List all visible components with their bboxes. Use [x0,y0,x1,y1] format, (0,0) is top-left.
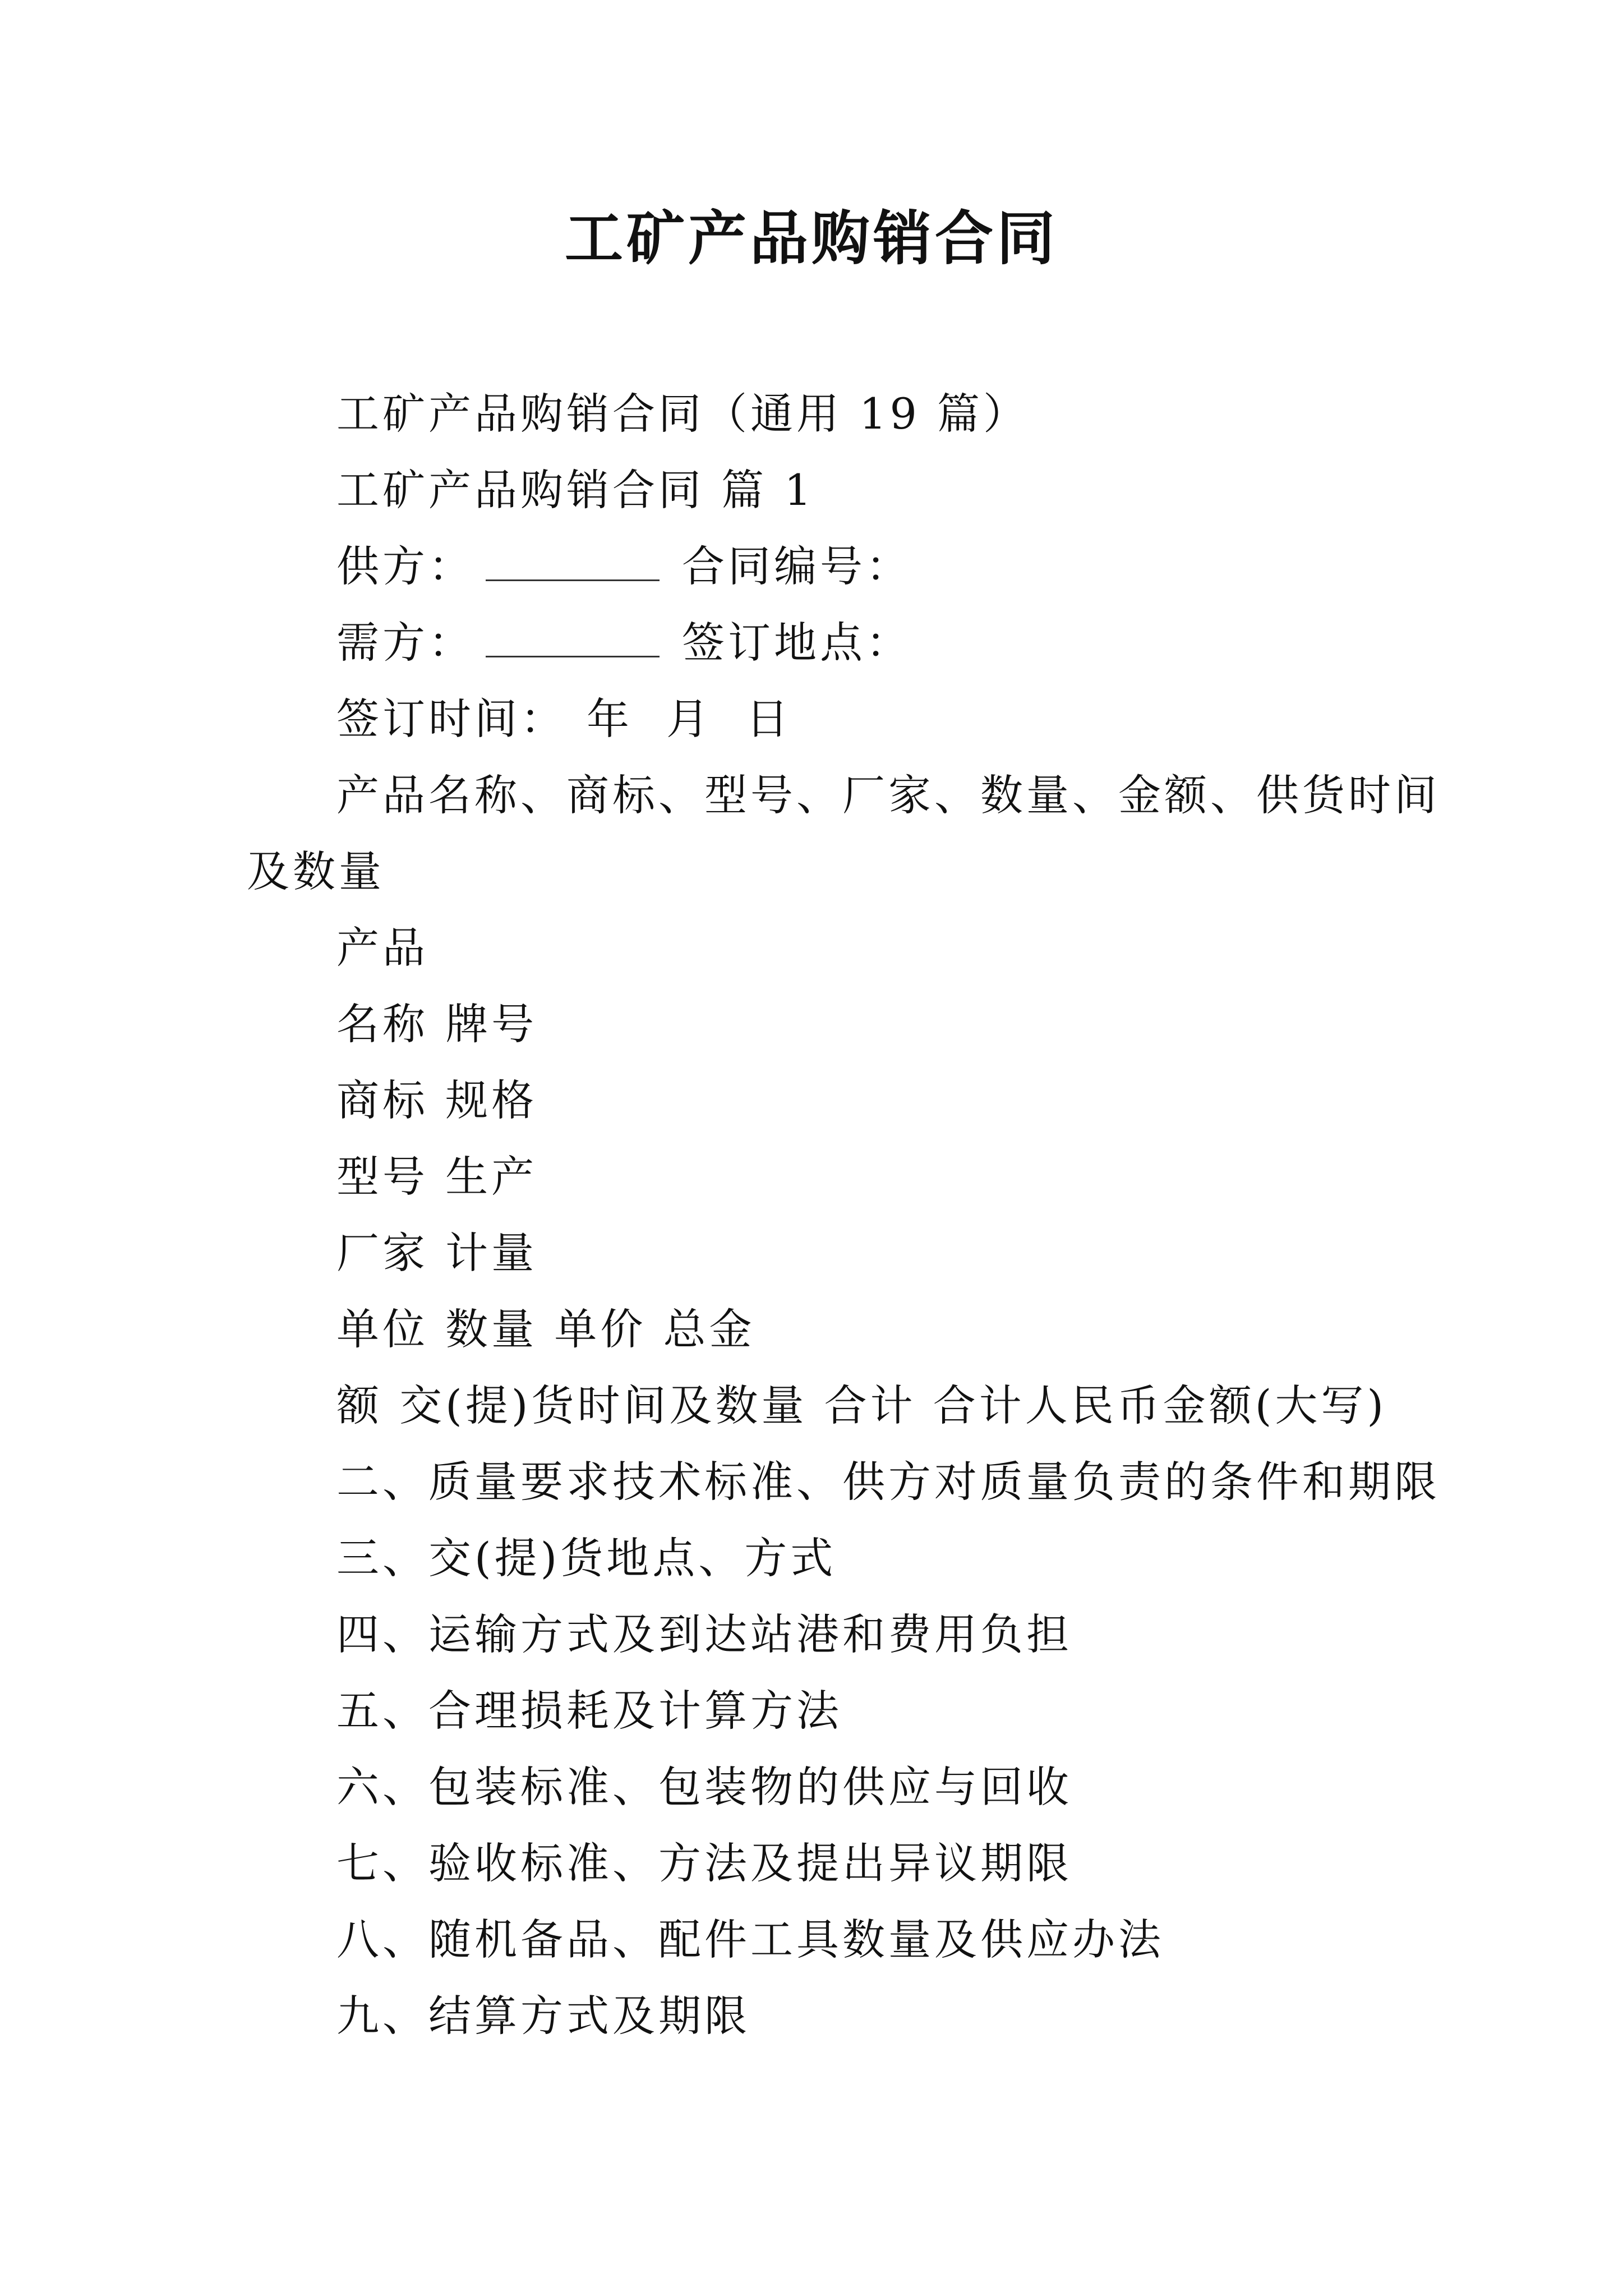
supplier-row [336,540,912,593]
year-label: 年 [587,694,633,744]
contract-no-label: 合同编号： [682,541,912,591]
clause-item: 五、合理损耗及计算方法 [336,1686,842,1736]
month-label: 月 [666,694,712,744]
table-line: 名称 牌号 [336,999,538,1049]
table-line: 厂家 计量 [336,1228,538,1278]
table-line: 额 交(提)货时间及数量 合计 合计人民币金额(大写) [336,1381,1387,1430]
sign-time-row [336,692,792,746]
clause-item: 七、验收标准、方法及提出异议期限 [336,1838,1072,1888]
day-label: 日 [746,694,792,744]
clause-item: 九、结算方式及期限 [336,1991,750,2041]
buyer-label: 需方： [336,618,474,668]
table-line: 商标 规格 [336,1075,538,1125]
buyer-row [336,616,912,670]
sign-time-label: 签订时间： [336,694,566,744]
table-line: 产品 [336,923,428,973]
document-title: 工矿产品购销合同 [564,204,1058,273]
supplier-blank [486,540,660,581]
clause-item: 三、交(提)货地点、方式 [336,1533,837,1583]
buyer-blank [486,616,660,657]
clause-item: 八、随机备品、配件工具数量及供应办法 [336,1915,1164,1964]
clause-item: 二、质量要求技术标准、供方对质量负责的条件和期限 [336,1457,1440,1507]
table-line: 型号 生产 [336,1152,538,1202]
sign-place-label: 签订地点： [682,618,912,668]
table-line: 单位 数量 单价 总金 [336,1304,755,1354]
item-one-line1: 产品名称、商标、型号、厂家、数量、金额、供货时间 [336,770,1440,820]
clause-item: 四、运输方式及到达站港和费用负担 [336,1609,1072,1659]
clause-item: 六、包装标准、包装物的供应与回收 [336,1762,1072,1812]
section-heading: 工矿产品购销合同 篇 1 [336,465,815,515]
document-subtitle: 工矿产品购销合同（通用 19 篇） [336,389,1030,439]
item-one-line2: 及数量 [247,846,385,896]
supplier-label: 供方： [336,541,474,591]
